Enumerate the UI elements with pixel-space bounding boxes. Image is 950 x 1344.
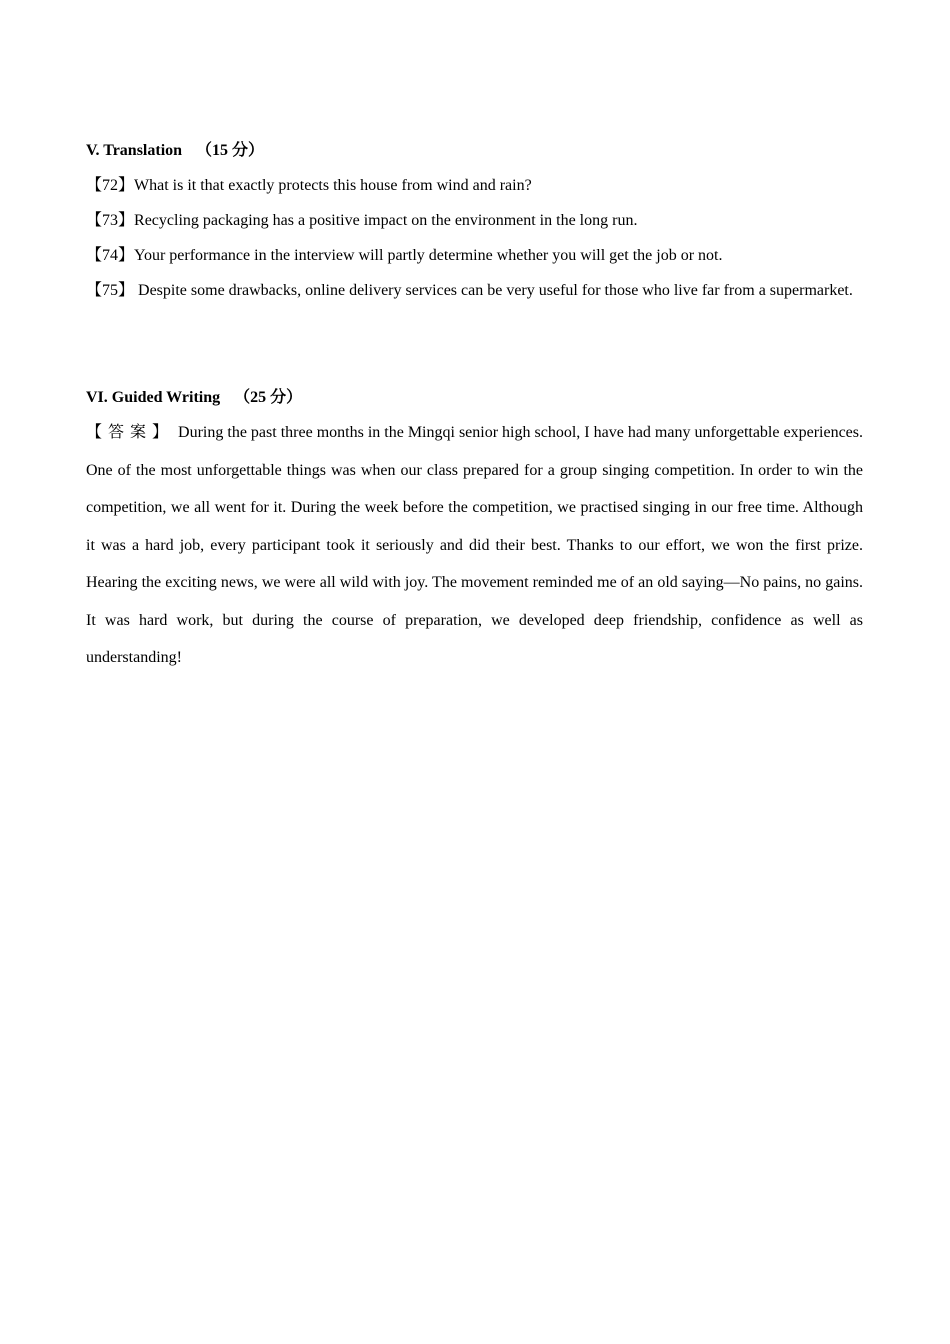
- answer-tag: 【答案】: [86, 424, 175, 441]
- item-answer-text: Recycling packaging has a positive impact on the environment in the long run.: [134, 212, 638, 229]
- translation-item-72: [86, 176, 863, 196]
- guided-writing-section-heading: [86, 388, 302, 408]
- item-answer-text: Your performance in the interview will partly determine whether you will get the job or not.: [134, 247, 723, 264]
- translation-heading-title: V. Translation: [86, 142, 183, 159]
- translation-item-73: [86, 211, 863, 231]
- item-number-tag: 【74】: [86, 247, 135, 264]
- item-answer-text: What is it that exactly protects this house from wind and rain?: [134, 177, 532, 194]
- translation-item-74: [86, 246, 863, 266]
- item-answer-text: Despite some drawbacks, online delivery services can be very useful for those who live far from a supermarket.: [138, 282, 853, 299]
- item-number-tag: 【72】: [86, 177, 135, 194]
- answer-essay-text: During the past three months in the Mingqi senior high school, I have had many unforgettable experiences. One of the most unforgettable things was when our class prepared for a group singing competition. In order to win the competition, we all went for it. During the week before the competition, we practised singing in our free time. Although it was a hard job, every participant took it seriously and did their best. Thanks to our effort, we won the first prize. Hearing the exciting news, we were all wild with joy. The movement reminded me of an old saying—No pains, no gains. It was hard work, but during the course of preparation, we developed deep friendship, confidence as well as understanding!: [86, 424, 863, 666]
- translation-section-heading: [86, 141, 264, 161]
- guided-writing-answer: [86, 414, 863, 677]
- translation-item-75: [86, 272, 863, 309]
- item-number-tag: 【73】: [86, 212, 135, 229]
- translation-heading-score: （15 分）: [196, 142, 265, 159]
- guided-writing-heading-score: （25 分）: [234, 389, 303, 406]
- guided-writing-heading-title: VI. Guided Writing: [86, 389, 221, 406]
- item-number-tag: 【75】: [86, 282, 135, 299]
